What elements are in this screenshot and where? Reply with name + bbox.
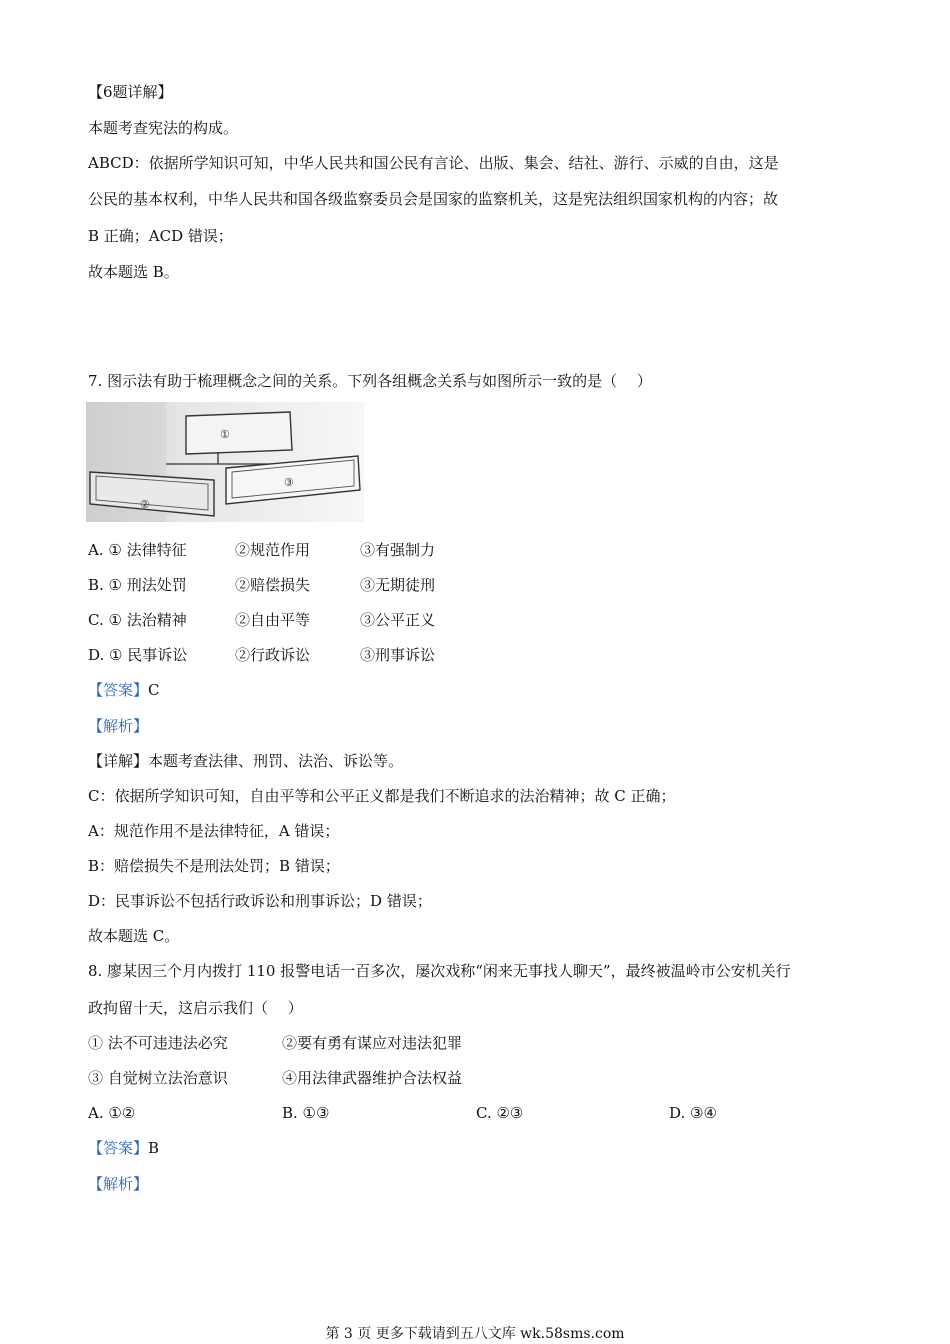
q7-answer-tag: 【答案】 xyxy=(88,681,149,699)
q6-analysis-line-3: B 正确；ACD 错误； xyxy=(88,227,233,245)
figure-box-1 xyxy=(186,412,292,454)
q7-option-a-first: A. ① 法律特征 xyxy=(88,541,187,559)
q6-conclusion: 故本题选 B。 xyxy=(88,263,179,281)
q7-option-c-first: C. ① 法治精神 xyxy=(88,611,187,629)
q7-detail-tag: 【详解】 xyxy=(88,752,149,770)
q7-analysis-c: C：依据所学知识可知，自由平等和公平正义都是我们不断追求的法治精神；故 C 正确； xyxy=(88,787,676,805)
q8-option-b: B. ①③ xyxy=(282,1104,330,1122)
q7-option-d-third: ③刑事诉讼 xyxy=(360,646,436,664)
q6-topic: 本题考查宪法的构成。 xyxy=(88,119,239,137)
q8-analysis-tag: 【解析】 xyxy=(88,1175,149,1193)
page-footer: 第 3 页 更多下载请到五八文库 wk.58sms.com xyxy=(325,1326,625,1342)
q7-option-d-first: D. ① 民事诉讼 xyxy=(88,646,188,664)
q8-option-d: D. ③④ xyxy=(669,1104,717,1122)
q7-option-c-third: ③公平正义 xyxy=(360,611,436,629)
q6-analysis-line-1: ABCD：依据所学知识可知，中华人民共和国公民有言论、出版、集会、结社、游行、示威的自由，这是 xyxy=(88,154,779,172)
q7-analysis-tag: 【解析】 xyxy=(88,717,149,735)
q7-answer-line xyxy=(88,680,160,700)
q7-analysis-d: D：民事诉讼不包括行政诉讼和刑事诉讼；D 错误； xyxy=(88,892,432,910)
q8-item-1: ① 法不可违违法必究 xyxy=(88,1034,228,1052)
q6-analysis-line-2: 公民的基本权利，中华人民共和国各级监察委员会是国家的监察机关，这是宪法组织国家机构的内容；故 xyxy=(88,190,779,208)
q8-stem-line-1: 8. 廖某因三个月内拨打 110 报警电话一百多次，屡次戏称“闲来无事找人聊天”，最终被温岭市公安机关行 xyxy=(88,962,791,980)
figure-label-3: ③ xyxy=(284,476,294,489)
q7-option-b-first: B. ① 刑法处罚 xyxy=(88,576,187,594)
q8-option-a: A. ①② xyxy=(88,1104,136,1122)
q7-option-b-second: ②赔偿损失 xyxy=(235,576,311,594)
figure-label-1: ① xyxy=(220,428,230,441)
q8-answer-tag: 【答案】 xyxy=(88,1139,149,1157)
q8-item-2: ②要有勇有谋应对违法犯罪 xyxy=(282,1034,463,1052)
q7-option-a-third: ③有强制力 xyxy=(360,541,436,559)
q7-detail-line xyxy=(88,751,403,771)
q8-stem-line-2: 政拘留十天，这启示我们（ ） xyxy=(88,999,303,1017)
q7-analysis-b: B：赔偿损失不是刑法处罚；B 错误； xyxy=(88,857,340,875)
q7-analysis-a: A：规范作用不是法律特征，A 错误； xyxy=(88,822,340,840)
q7-detail-text: 本题考查法律、刑罚、法治、诉讼等。 xyxy=(148,752,404,770)
q7-option-c-second: ②自由平等 xyxy=(235,611,311,629)
q8-item-3: ③ 自觉树立法治意识 xyxy=(88,1069,228,1087)
q8-option-c: C. ②③ xyxy=(476,1104,524,1122)
q8-item-4: ④用法律武器维护合法权益 xyxy=(282,1069,463,1087)
q7-option-a-second: ②规范作用 xyxy=(235,541,311,559)
q6-header: 【6题详解】 xyxy=(88,83,173,101)
q8-answer: B xyxy=(148,1139,160,1157)
q8-answer-line xyxy=(88,1138,159,1158)
concept-relation-figure xyxy=(86,402,364,522)
q7-answer: C xyxy=(148,681,160,699)
q7-stem: 7. 图示法有助于梳理概念之间的关系。下列各组概念关系与如图所示一致的是（ ） xyxy=(88,372,652,390)
q7-conclusion: 故本题选 C。 xyxy=(88,927,180,945)
figure-label-2: ② xyxy=(140,498,150,511)
q7-option-d-second: ②行政诉讼 xyxy=(235,646,311,664)
q7-option-b-third: ③无期徒刑 xyxy=(360,576,436,594)
